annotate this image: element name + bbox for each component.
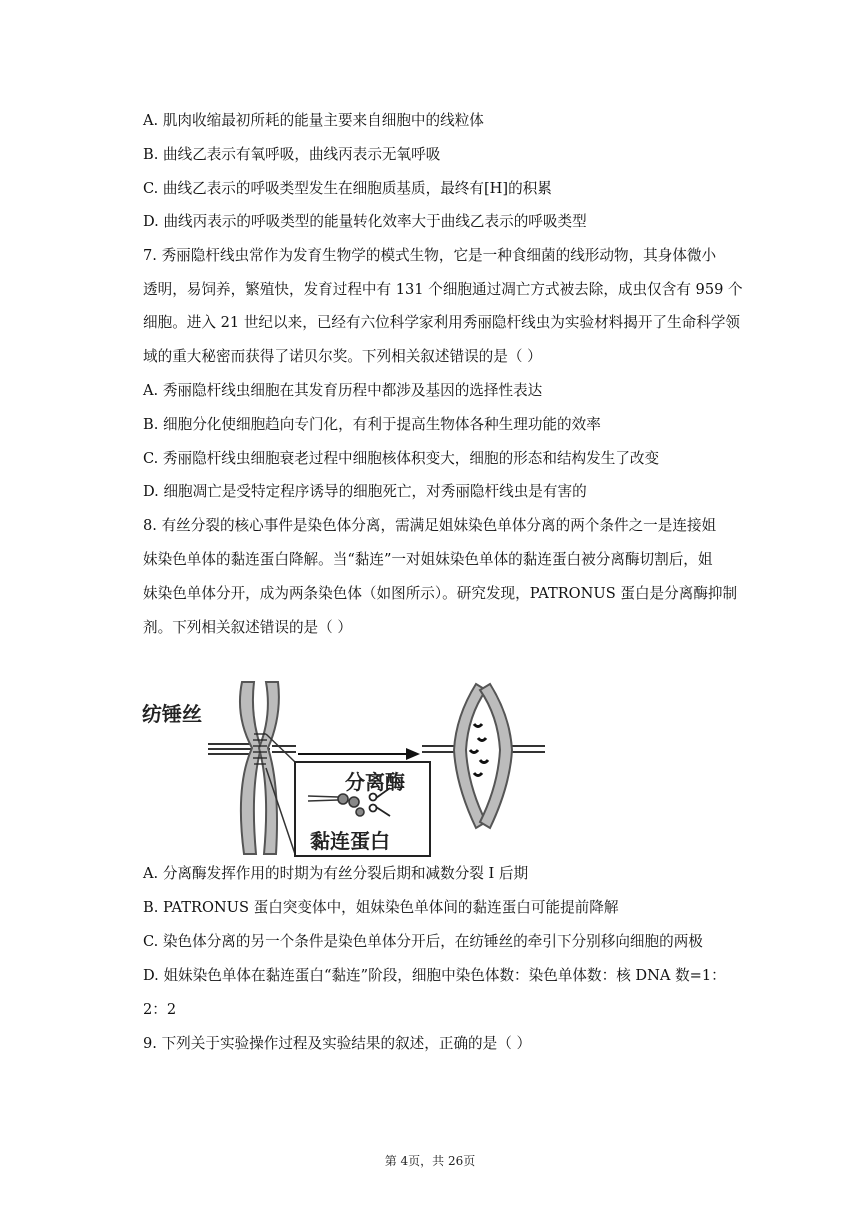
option-6d: D. 曲线丙表示的呼吸类型的能量转化效率大于曲线乙表示的呼吸类型 — [143, 213, 587, 230]
option-7a: A. 秀丽隐杆线虫细胞在其发育历程中都涉及基因的选择性表达 — [143, 382, 543, 399]
cohesin-label: 黏连蛋白 — [310, 829, 390, 853]
option-6c: C. 曲线乙表示的呼吸类型发生在细胞质基质，最终有[H]的积累 — [143, 180, 552, 197]
page-footer: 第 4页，共 26页 — [384, 1154, 476, 1168]
question-8-line-1: 8. 有丝分裂的核心事件是染色体分离，需满足姐妹染色单体分离的两个条件之一是连接姐 — [143, 517, 717, 534]
option-8d-line-1: D. 姐妹染色单体在黏连蛋白“黏连”阶段，细胞中染色体数：染色单体数：核 DNA 数=1： — [143, 967, 726, 984]
separase-label: 分离酶 — [345, 770, 405, 794]
question-7-line-4: 域的重大秘密而获得了诺贝尔奖。下列相关叙述错误的是（ ） — [143, 348, 542, 365]
question-8-line-4: 剂。下列相关叙述错误的是（ ） — [143, 619, 352, 636]
question-7-line-3: 细胞。进入 21 世纪以来，已经有六位科学家利用秀丽隐杆线虫为实验材料揭开了生命科学领 — [143, 314, 741, 331]
process-arrow — [298, 748, 420, 760]
chromosome-with-cohesin — [240, 682, 279, 854]
option-8c: C. 染色体分离的另一个条件是染色单体分开后，在纺锤丝的牵引下分别移向细胞的两极 — [143, 933, 703, 950]
separated-chromosomes — [454, 684, 512, 828]
option-7b: B. 细胞分化使细胞趋向专门化，有利于提高生物体各种生理功能的效率 — [143, 416, 601, 433]
option-7c: C. 秀丽隐杆线虫细胞衰老过程中细胞核体积变大，细胞的形态和结构发生了改变 — [143, 450, 660, 467]
question-8-line-3: 妹染色单体分开，成为两条染色体（如图所示）。研究发现，PATRONUS 蛋白是分离酶抑制 — [143, 585, 738, 602]
degraded-cohesin-fragments — [470, 724, 488, 776]
spindle-fibers-right — [422, 746, 545, 752]
question-9: 9. 下列关于实验操作过程及实验结果的叙述，正确的是（ ） — [143, 1035, 532, 1052]
option-7d: D. 细胞凋亡是受特定程序诱导的细胞死亡，对秀丽隐杆线虫是有害的 — [143, 483, 587, 500]
option-8d-line-2: 2：2 — [143, 1001, 177, 1018]
question-7-line-2: 透明，易饲养，繁殖快，发育过程中有 131 个细胞通过凋亡方式被去除，成虫仅含有 959 个 — [143, 281, 743, 298]
spindle-label: 纺锤丝 — [142, 702, 202, 726]
question-7-line-1: 7. 秀丽隐杆线虫常作为发育生物学的模式生物，它是一种食细菌的线形动物，其身体微小 — [143, 247, 717, 264]
option-6b: B. 曲线乙表示有氧呼吸，曲线丙表示无氧呼吸 — [143, 146, 441, 163]
option-8b: B. PATRONUS 蛋白突变体中，姐妹染色单体间的黏连蛋白可能提前降解 — [143, 899, 619, 916]
chromosome-separation-figure — [140, 676, 560, 862]
question-8-line-2: 妹染色单体的黏连蛋白降解。当“黏连”一对姐妹染色单体的黏连蛋白被分离酶切割后，姐 — [143, 551, 713, 568]
option-6a: A. 肌肉收缩最初所耗的能量主要来自细胞中的线粒体 — [143, 112, 484, 129]
option-8a: A. 分离酶发挥作用的时期为有丝分裂后期和减数分裂 I 后期 — [143, 865, 529, 882]
